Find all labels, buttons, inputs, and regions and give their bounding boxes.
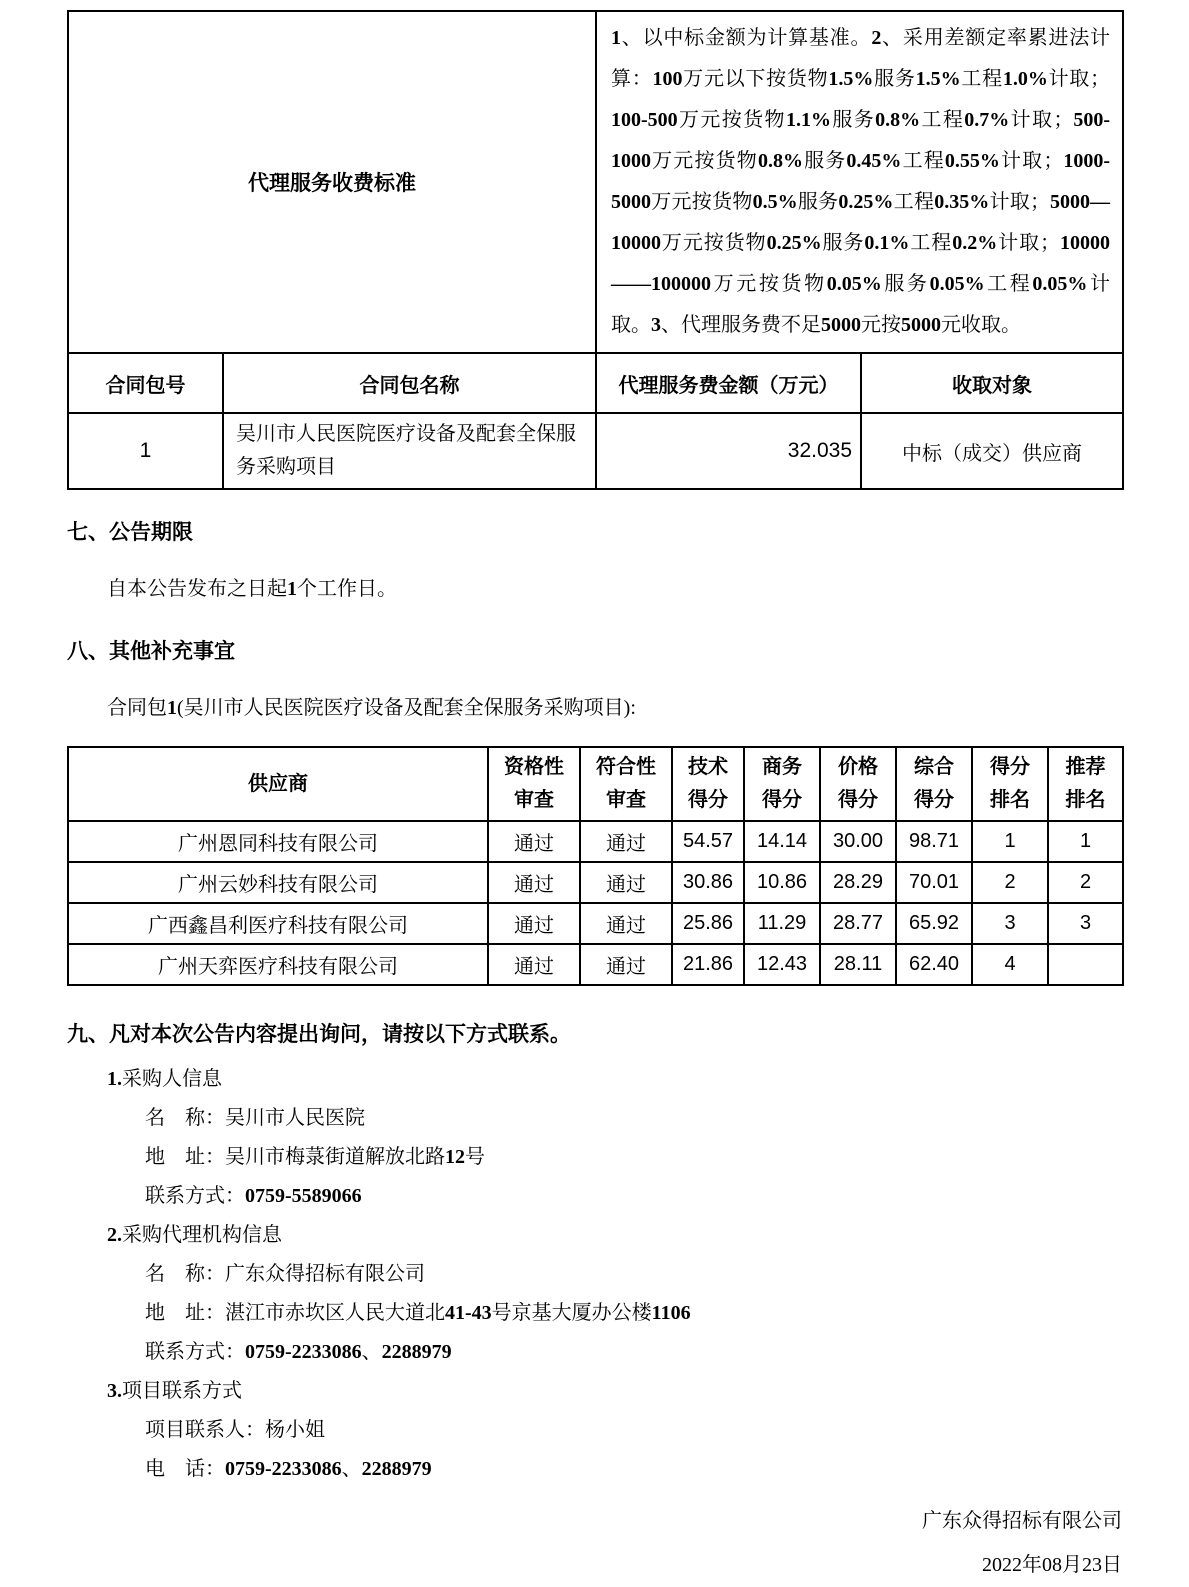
score-header-supplier-label: 供应商 [248, 772, 308, 795]
rank-cell: 3 [972, 903, 1048, 944]
score-table-header-row [68, 747, 1123, 821]
commercial-score-cell: 11.29 [744, 903, 820, 944]
qualification-cell: 通过 [488, 862, 580, 903]
package-target-cell: 中标（成交）供应商 [861, 413, 1123, 489]
inquiry-heading: 九、凡对本次公告内容提出询问，请按以下方式联系。 [67, 1022, 571, 1046]
score-header-line: 推荐 [1065, 756, 1106, 778]
score-header-line: 排名 [990, 789, 1030, 811]
purchaser-phone-line: 联系方式：0759-5589066 [145, 1185, 362, 1207]
agency-phone-line: 联系方式：0759-2233086、2288979 [145, 1341, 452, 1363]
score-header-total [896, 747, 972, 821]
package-no-cell: 1 [68, 413, 223, 489]
package-amount-cell: 32.035 [596, 413, 861, 489]
supplement-heading: 八、其他补充事宜 [67, 639, 235, 663]
score-header-line: 技术 [688, 756, 728, 778]
agency-address-line: 地 址：湛江市赤坎区人民大道北41-43号京基大厦办公楼1106 [145, 1302, 691, 1324]
commercial-score-cell: 12.43 [744, 944, 820, 985]
score-header-line: 审查 [606, 789, 646, 811]
announcement-period-heading: 七、公告期限 [67, 520, 193, 544]
project-contact-phone-line: 电 话：0759-2233086、2288979 [145, 1458, 432, 1480]
supplier-name-cell: 广州云妙科技有限公司 [68, 862, 488, 903]
total-score-cell: 65.92 [896, 903, 972, 944]
fee-package-table [67, 10, 1124, 490]
rank-cell: 2 [972, 862, 1048, 903]
price-score-cell: 28.29 [820, 862, 896, 903]
purchaser-name-line: 名 称：吴川市人民医院 [145, 1107, 365, 1129]
fee-standard-label-cell: 代理服务收费标准 [68, 11, 596, 353]
rank-cell: 1 [972, 821, 1048, 862]
technical-score-cell: 54.57 [672, 821, 744, 862]
score-header-technical [672, 747, 744, 821]
conformity-cell: 通过 [580, 862, 672, 903]
score-header-rank [972, 747, 1048, 821]
score-header-line: 价格 [838, 756, 878, 778]
qualification-cell: 通过 [488, 821, 580, 862]
score-header-qualification [488, 747, 580, 821]
package-header-name: 合同包名称 [223, 353, 596, 413]
purchaser-info-heading: 1.采购人信息 [107, 1068, 222, 1090]
footer-signature [67, 1499, 1122, 1587]
qualification-cell: 通过 [488, 903, 580, 944]
price-score-cell: 28.77 [820, 903, 896, 944]
conformity-cell: 通过 [580, 944, 672, 985]
footer-company: 广东众得招标有限公司 [922, 1510, 1122, 1532]
rank-cell: 4 [972, 944, 1048, 985]
price-score-cell: 30.00 [820, 821, 896, 862]
price-score-cell: 28.11 [820, 944, 896, 985]
score-header-price [820, 747, 896, 821]
conformity-cell: 通过 [580, 903, 672, 944]
contact-section [67, 1060, 1122, 1489]
agency-info-heading: 2.采购代理机构信息 [107, 1224, 282, 1246]
commercial-score-cell: 14.14 [744, 821, 820, 862]
score-header-line: 排名 [1065, 789, 1106, 811]
package-table-header-row [68, 353, 1123, 413]
project-contact-heading: 3.项目联系方式 [107, 1380, 242, 1402]
score-header-line: 资格性 [504, 756, 564, 778]
score-header-line: 得分 [762, 789, 802, 811]
score-header-recommend-rank [1048, 747, 1123, 821]
announcement-period-text: 自本公告发布之日起1个工作日。 [107, 578, 397, 600]
score-header-line: 得分 [914, 789, 954, 811]
purchaser-address-line: 地 址：吴川市梅菉街道解放北路12号 [145, 1146, 485, 1168]
commercial-score-cell: 10.86 [744, 862, 820, 903]
score-row-2 [68, 862, 1123, 903]
agency-name-line: 名 称：广东众得招标有限公司 [145, 1263, 425, 1285]
score-header-line: 符合性 [596, 756, 656, 778]
recommend-rank-cell: 1 [1048, 821, 1123, 862]
score-header-line: 综合 [914, 756, 954, 778]
supplier-name-cell: 广州恩同科技有限公司 [68, 821, 488, 862]
qualification-cell: 通过 [488, 944, 580, 985]
score-row-1 [68, 821, 1123, 862]
package-header-no: 合同包号 [68, 353, 223, 413]
package-name-cell: 吴川市人民医院医疗设备及配套全保服务采购项目 [223, 413, 596, 489]
score-header-line: 得分 [688, 789, 728, 811]
package-table-data-row [68, 413, 1123, 489]
score-row-4 [68, 944, 1123, 985]
score-header-commercial [744, 747, 820, 821]
score-header-supplier [68, 747, 488, 821]
total-score-cell: 70.01 [896, 862, 972, 903]
total-score-cell: 62.40 [896, 944, 972, 985]
technical-score-cell: 21.86 [672, 944, 744, 985]
score-header-conformity [580, 747, 672, 821]
footer-date: 2022年08月23日 [982, 1554, 1122, 1576]
score-header-line: 得分 [990, 756, 1030, 778]
score-table [67, 746, 1124, 986]
score-header-line: 得分 [838, 789, 878, 811]
score-row-3 [68, 903, 1123, 944]
project-contact-person-line: 项目联系人：杨小姐 [145, 1419, 325, 1441]
package-header-target: 收取对象 [861, 353, 1123, 413]
supplier-name-cell: 广西鑫昌利医疗科技有限公司 [68, 903, 488, 944]
technical-score-cell: 30.86 [672, 862, 744, 903]
score-header-line: 审查 [514, 789, 554, 811]
score-header-line: 商务 [762, 756, 802, 778]
conformity-cell: 通过 [580, 821, 672, 862]
recommend-rank-cell [1048, 944, 1123, 985]
fee-standard-row [68, 11, 1123, 353]
recommend-rank-cell: 3 [1048, 903, 1123, 944]
recommend-rank-cell: 2 [1048, 862, 1123, 903]
total-score-cell: 98.71 [896, 821, 972, 862]
supplier-name-cell: 广州天弈医疗科技有限公司 [68, 944, 488, 985]
technical-score-cell: 25.86 [672, 903, 744, 944]
supplement-text: 合同包1(吴川市人民医院医疗设备及配套全保服务采购项目): [107, 697, 636, 719]
package-header-amount: 代理服务费金额（万元） [596, 353, 861, 413]
fee-standard-text-cell: 1、以中标金额为计算基准。2、采用差额定率累进法计算：100万元以下按货物1.5%服务1.5%工程1.0%计取；100-500万元按货物1.1%服务0.8%工程0.7%计取；500-1000万元按货物0.8%服务0.45%工程0.55%计取；1000-5000万元按货物0.5%服务0.25%工程0.35%计取；5000—10000万元按货物0.25%服务0.1%工程0.2%计取；10000——100000万元按货物0.05%服务0.05%工程0.05%计取。3、代理服务费不足5000元按5000元收取。 [596, 11, 1123, 353]
